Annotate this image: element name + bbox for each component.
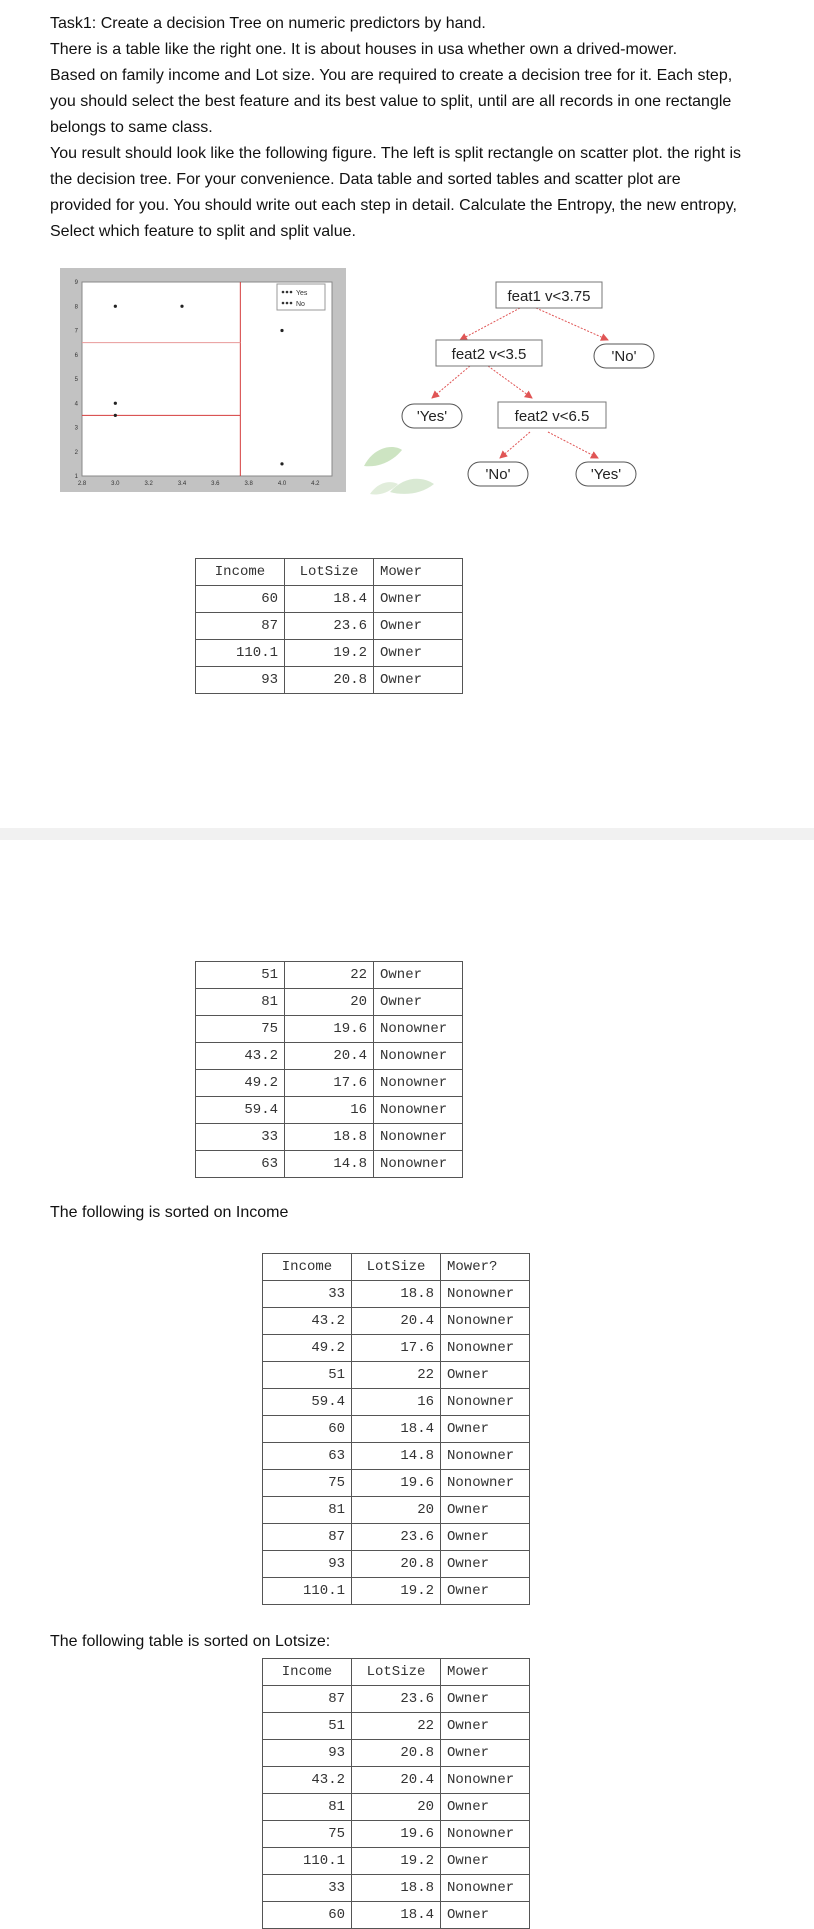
mower-cell: Owner — [441, 1497, 530, 1524]
lotsize-cell: 20.8 — [352, 1740, 441, 1767]
mower-cell: Nonowner — [374, 1016, 463, 1043]
y-tick-label: 2 — [74, 449, 78, 456]
income-cell: 81 — [196, 989, 285, 1016]
scatter-plot — [60, 268, 346, 492]
income-cell: 75 — [196, 1016, 285, 1043]
table-row — [196, 1097, 463, 1124]
table-row — [263, 1794, 530, 1821]
table-row — [196, 962, 463, 989]
column-header: Income — [263, 1659, 352, 1686]
tree-node-feat2-6.5-label: feat2 v<6.5 — [514, 408, 590, 425]
income-cell: 93 — [263, 1740, 352, 1767]
lotsize-cell: 14.8 — [352, 1443, 441, 1470]
lotsize-cell: 20.4 — [352, 1767, 441, 1794]
mower-cell: Owner — [441, 1551, 530, 1578]
sorted-income-heading: The following is sorted on Income — [50, 1204, 289, 1221]
plot-area — [82, 282, 332, 476]
table-row — [263, 1875, 530, 1902]
mower-cell: Owner — [374, 586, 463, 613]
y-tick-label: 6 — [74, 352, 78, 359]
mower-cell: Nonowner — [374, 1097, 463, 1124]
lotsize-cell: 22 — [285, 962, 374, 989]
y-tick-label: 9 — [74, 280, 78, 286]
mower-cell: Nonowner — [441, 1389, 530, 1416]
lotsize-cell: 18.8 — [285, 1124, 374, 1151]
tree-node-root-label: feat1 v<3.75 — [507, 288, 591, 305]
lotsize-cell: 19.6 — [285, 1016, 374, 1043]
income-cell: 81 — [263, 1794, 352, 1821]
mower-cell: Owner — [441, 1578, 530, 1605]
column-header: LotSize — [285, 559, 374, 586]
income-cell: 60 — [196, 586, 285, 613]
mower-cell: Owner — [441, 1686, 530, 1713]
table-row — [263, 1821, 530, 1848]
income-cell: 49.2 — [263, 1335, 352, 1362]
x-tick-label: 2.8 — [77, 481, 87, 487]
income-cell: 43.2 — [263, 1767, 352, 1794]
tree-leaf-no-label: 'No' — [485, 466, 511, 483]
income-cell: 110.1 — [263, 1848, 352, 1875]
mower-cell: Owner — [374, 640, 463, 667]
mower-cell: Owner — [441, 1416, 530, 1443]
mower-cell: Nonowner — [441, 1821, 530, 1848]
tree-leaf-yes-label: 'Yes' — [590, 466, 622, 483]
y-tick-label: 5 — [74, 377, 78, 383]
income-cell: 43.2 — [263, 1308, 352, 1335]
table-row — [263, 1362, 530, 1389]
table-row — [263, 1335, 530, 1362]
intro-text — [50, 11, 746, 245]
table-row — [196, 1151, 463, 1178]
y-tick-label: 1 — [74, 474, 78, 480]
table-row — [263, 1767, 530, 1794]
mower-cell: Nonowner — [374, 1043, 463, 1070]
income-cell: 60 — [263, 1416, 352, 1443]
lotsize-cell: 23.6 — [285, 613, 374, 640]
mower-cell: Owner — [441, 1362, 530, 1389]
table-row — [263, 1308, 530, 1335]
income-cell: 63 — [196, 1151, 285, 1178]
income-cell: 93 — [263, 1551, 352, 1578]
income-cell: 75 — [263, 1821, 352, 1848]
mower-cell: Nonowner — [441, 1875, 530, 1902]
column-header: Mower — [374, 559, 463, 586]
income-cell: 87 — [263, 1686, 352, 1713]
income-cell: 75 — [263, 1470, 352, 1497]
lotsize-cell: 19.6 — [352, 1470, 441, 1497]
lotsize-cell: 19.2 — [285, 640, 374, 667]
table-row — [196, 1043, 463, 1070]
table-header-row — [263, 1254, 530, 1281]
x-tick-label: 3.8 — [244, 481, 253, 487]
mower-cell: Owner — [441, 1740, 530, 1767]
table-row — [196, 667, 463, 694]
tree-leaf-yes-label: 'Yes' — [416, 408, 448, 425]
scatter-plot-figure — [60, 268, 346, 492]
income-cell: 43.2 — [196, 1043, 285, 1070]
lotsize-cell: 22 — [352, 1713, 441, 1740]
lotsize-cell: 20.8 — [285, 667, 374, 694]
x-tick-label: 3.0 — [111, 481, 120, 487]
table-row — [196, 586, 463, 613]
page-break — [0, 828, 814, 840]
intro-line: Task1: Create a decision Tree on numeric predictors by hand. — [50, 15, 486, 32]
x-tick-label: 3.6 — [211, 481, 220, 487]
y-tick-label: 3 — [74, 425, 78, 432]
lotsize-cell: 20.4 — [352, 1308, 441, 1335]
table-row — [196, 1124, 463, 1151]
mower-cell: Nonowner — [374, 1070, 463, 1097]
column-header: Mower — [441, 1659, 530, 1686]
data-point — [114, 305, 117, 308]
data-point — [114, 414, 117, 417]
table-row — [196, 613, 463, 640]
mower-cell: Nonowner — [374, 1124, 463, 1151]
income-cell: 63 — [263, 1443, 352, 1470]
table-row — [196, 640, 463, 667]
income-cell: 59.4 — [196, 1097, 285, 1124]
tree-edges — [432, 308, 608, 458]
sorted-lotsize-heading: The following table is sorted on Lotsize: — [50, 1633, 331, 1650]
table-row — [196, 989, 463, 1016]
income-cell: 87 — [263, 1524, 352, 1551]
sorted-lotsize-table — [262, 1658, 530, 1929]
lotsize-cell: 18.8 — [352, 1281, 441, 1308]
table-row — [196, 1070, 463, 1097]
mower-cell: Nonowner — [374, 1151, 463, 1178]
mower-cell: Nonowner — [441, 1281, 530, 1308]
lotsize-cell: 16 — [285, 1097, 374, 1124]
x-tick-label: 3.4 — [177, 481, 187, 487]
x-tick-label: 3.2 — [144, 481, 153, 487]
income-cell: 60 — [263, 1902, 352, 1929]
table-row — [263, 1470, 530, 1497]
intro-line: Based on family income and Lot size. You are required to create a decision tree for it. Each step, you should select the best feature and its best value to split, until are all records in one rectangle belongs to same class. — [50, 67, 733, 136]
table-row — [263, 1497, 530, 1524]
mower-cell: Nonowner — [441, 1443, 530, 1470]
lotsize-cell: 14.8 — [285, 1151, 374, 1178]
table-row — [263, 1443, 530, 1470]
income-cell: 49.2 — [196, 1070, 285, 1097]
mower-cell: Nonowner — [441, 1767, 530, 1794]
lotsize-cell: 23.6 — [352, 1524, 441, 1551]
income-cell: 51 — [263, 1713, 352, 1740]
lotsize-cell: 19.2 — [352, 1578, 441, 1605]
data-point — [280, 462, 283, 465]
income-cell: 51 — [263, 1362, 352, 1389]
table-row — [263, 1578, 530, 1605]
table-row — [263, 1713, 530, 1740]
lotsize-cell: 19.6 — [352, 1821, 441, 1848]
column-header: LotSize — [352, 1659, 441, 1686]
mower-cell: Owner — [441, 1794, 530, 1821]
lotsize-cell: 18.4 — [352, 1902, 441, 1929]
y-tick-label: 4 — [74, 401, 78, 408]
mower-cell: Owner — [441, 1902, 530, 1929]
x-tick-label: 4.0 — [277, 481, 287, 487]
lotsize-cell: 18.8 — [352, 1875, 441, 1902]
lotsize-cell: 22 — [352, 1362, 441, 1389]
lotsize-cell: 17.6 — [352, 1335, 441, 1362]
income-cell: 87 — [196, 613, 285, 640]
lotsize-cell: 18.4 — [352, 1416, 441, 1443]
income-cell: 33 — [263, 1875, 352, 1902]
lotsize-cell: 20.8 — [352, 1551, 441, 1578]
lotsize-cell: 20 — [352, 1794, 441, 1821]
lotsize-cell: 20.4 — [285, 1043, 374, 1070]
data-table-part2 — [195, 961, 463, 1178]
column-header: Income — [196, 559, 285, 586]
income-cell: 51 — [196, 962, 285, 989]
column-header: Income — [263, 1254, 352, 1281]
data-table-part1 — [195, 558, 463, 694]
table-header-row — [263, 1659, 530, 1686]
column-header: LotSize — [352, 1254, 441, 1281]
mower-cell: Owner — [374, 613, 463, 640]
x-tick-label: 4.2 — [311, 481, 320, 487]
leaf-decoration — [360, 436, 450, 500]
income-cell: 59.4 — [263, 1389, 352, 1416]
mower-cell: Owner — [374, 962, 463, 989]
income-cell: 81 — [263, 1497, 352, 1524]
lotsize-cell: 17.6 — [285, 1070, 374, 1097]
table-row — [263, 1524, 530, 1551]
intro-line: You result should look like the following figure. The left is split rectangle on scatter plot. the right is the decision tree. For your convenience. Data table and sorted tables and scatter plot are provided for you. You should write out each step in detail. Calculate the Entropy, the new entropy, Select which feature to split and split value. — [50, 145, 742, 240]
mower-cell: Owner — [374, 989, 463, 1016]
table-row — [263, 1848, 530, 1875]
lotsize-cell: 20 — [352, 1497, 441, 1524]
table-row — [263, 1281, 530, 1308]
mower-cell: Owner — [441, 1848, 530, 1875]
data-point — [180, 305, 183, 308]
sorted-income-table — [262, 1253, 530, 1605]
table-row — [263, 1740, 530, 1767]
y-tick-label: 7 — [74, 328, 78, 335]
lotsize-cell: 19.2 — [352, 1848, 441, 1875]
table-row — [263, 1902, 530, 1929]
table-row — [263, 1551, 530, 1578]
income-cell: 110.1 — [263, 1578, 352, 1605]
income-cell: 33 — [263, 1281, 352, 1308]
table-header-row — [196, 559, 463, 586]
legend-no-label: No — [296, 301, 305, 308]
mower-cell: Nonowner — [441, 1335, 530, 1362]
mower-cell: Nonowner — [441, 1308, 530, 1335]
plot-legend — [277, 284, 325, 310]
mower-cell: Owner — [441, 1524, 530, 1551]
income-cell: 33 — [196, 1124, 285, 1151]
lotsize-cell: 16 — [352, 1389, 441, 1416]
tree-node-feat2-3.5-label: feat2 v<3.5 — [451, 346, 527, 363]
legend-yes-label: Yes — [296, 290, 308, 297]
mower-cell: Owner — [374, 667, 463, 694]
mower-cell: Nonowner — [441, 1470, 530, 1497]
table-row — [196, 1016, 463, 1043]
mower-cell: Owner — [441, 1713, 530, 1740]
lotsize-cell: 23.6 — [352, 1686, 441, 1713]
lotsize-cell: 20 — [285, 989, 374, 1016]
table-row — [263, 1416, 530, 1443]
table-row — [263, 1686, 530, 1713]
intro-line: There is a table like the right one. It is about houses in usa whether own a drived-mower. — [50, 41, 678, 58]
income-cell: 93 — [196, 667, 285, 694]
column-header: Mower? — [441, 1254, 530, 1281]
income-cell: 110.1 — [196, 640, 285, 667]
data-point — [114, 402, 117, 405]
lotsize-cell: 18.4 — [285, 586, 374, 613]
table-row — [263, 1389, 530, 1416]
tree-leaf-no-label: 'No' — [611, 348, 637, 365]
y-tick-label: 8 — [74, 304, 78, 311]
data-point — [280, 329, 283, 332]
